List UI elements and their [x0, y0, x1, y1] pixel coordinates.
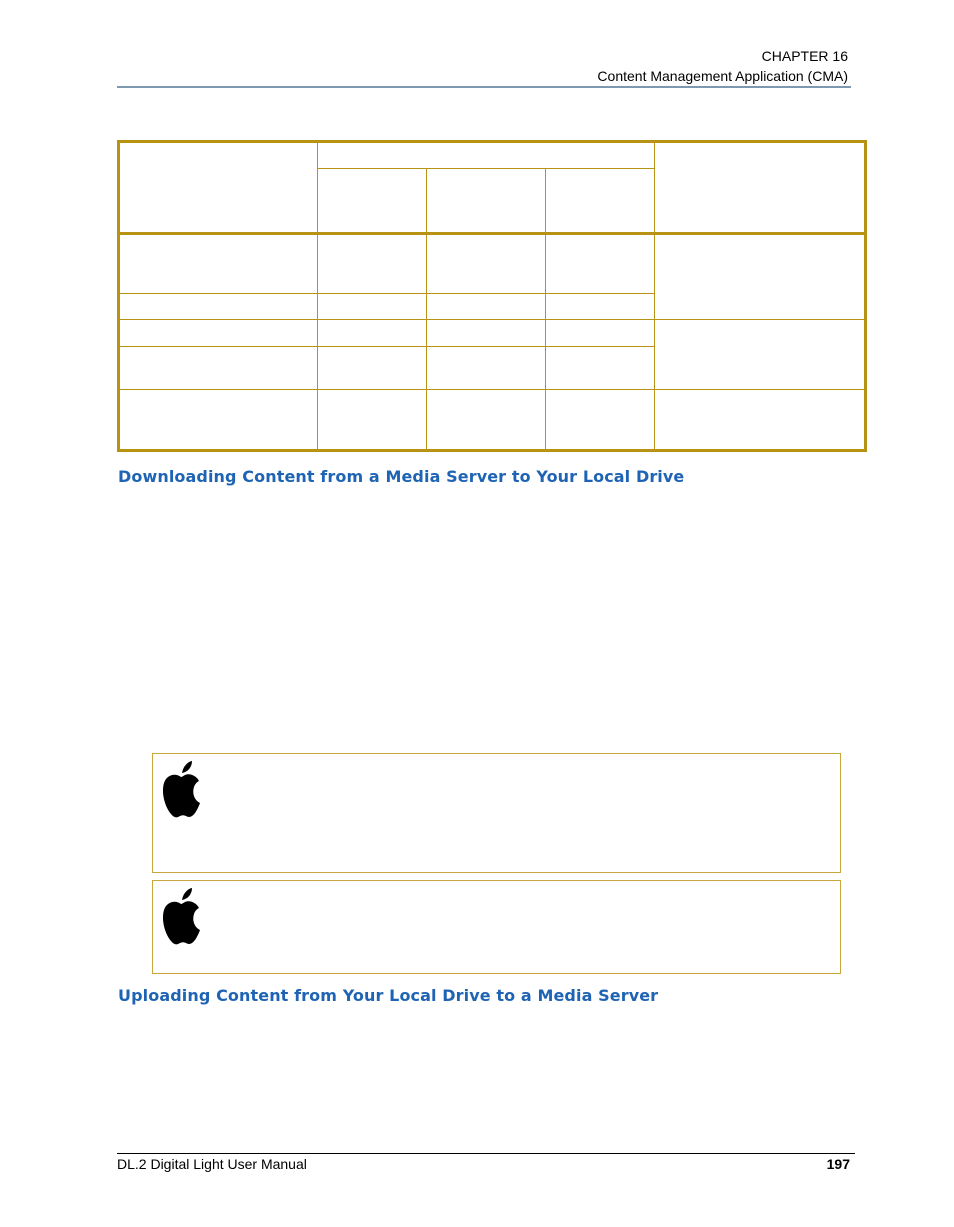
table-line — [120, 346, 654, 347]
mac-note-box — [152, 880, 841, 974]
manual-title: DL.2 Digital Light User Manual — [117, 1156, 307, 1172]
table-line — [426, 168, 427, 449]
chapter-title: Content Management Application (CMA) — [597, 68, 848, 84]
section-heading-uploading: Uploading Content from Your Local Drive to a Media Server — [118, 986, 659, 1005]
table-line — [120, 293, 654, 294]
table-line — [120, 389, 864, 390]
header-divider — [117, 86, 851, 88]
mac-note-box — [152, 753, 841, 873]
table-line — [120, 232, 864, 235]
page-number: 197 — [826, 1156, 850, 1172]
comparison-table — [117, 140, 867, 452]
table-line — [317, 143, 318, 449]
table-line — [317, 168, 654, 169]
apple-icon — [161, 886, 201, 946]
table-line — [545, 168, 546, 449]
running-header — [597, 46, 848, 86]
section-heading-downloading: Downloading Content from a Media Server to Your Local Drive — [118, 467, 685, 486]
footer-divider — [117, 1153, 855, 1154]
chapter-number: CHAPTER 16 — [761, 48, 848, 64]
table-line — [654, 143, 655, 449]
table-line — [120, 319, 864, 320]
apple-icon — [161, 759, 201, 819]
